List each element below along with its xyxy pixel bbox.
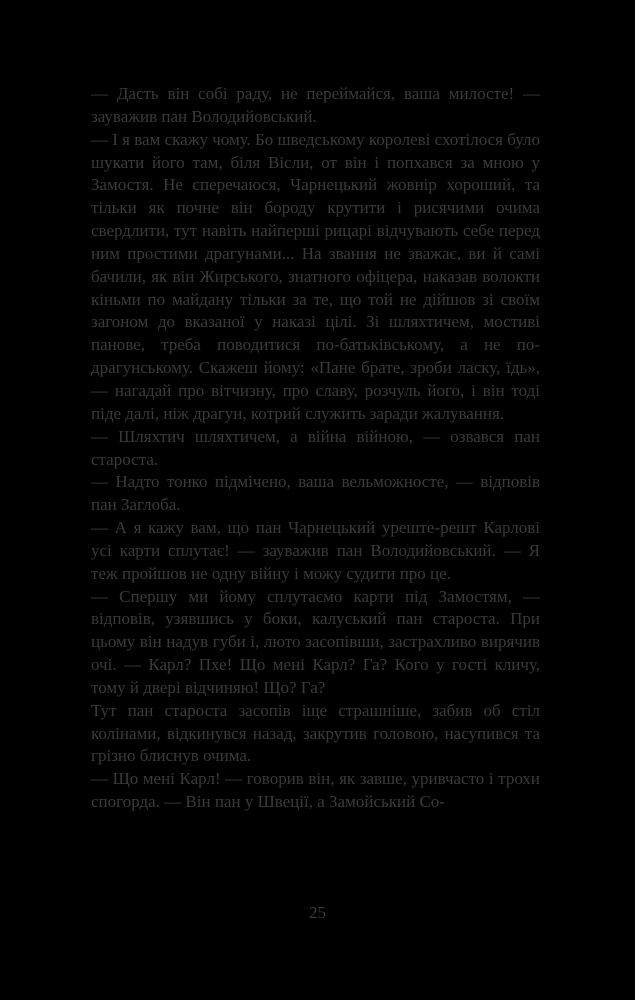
- paragraph: — А я кажу вам, що пан Чарнецький уреште-решт Карлові усі карти сплутає! — зауважив пан Володийовський. — Я теж пройшов не одну війну і можу судити про це.: [91, 518, 540, 583]
- paragraph: — Спершу ми йому сплутаємо карти під Замостям, — відповів, узявшись у боки, калуський пан староста. При цьому він надув губи і, люто засопівши, застрахливо вирячив очі. — Карл? Пхе! Що мені Карл? Га? Кого у гості кличу, тому й двері відчиняю! Що? Га?: [91, 586, 540, 697]
- paragraph: — Дасть він собі раду, не переймайся, ваша милосте! — зауважив пан Володийовський.: [91, 84, 540, 126]
- paragraph: — Що мені Карл! — говорив він, як завше, уривчасто і трохи спогорда. — Він пан у Швеції, а Замойський Со-: [91, 769, 540, 812]
- paragraph: — І я вам скажу чому. Бо шведському королеві схотілося було шукати його там, біля Вісли, от він і попхався за мною у Замостя. Не сперечаюся, Чарнецький жовнір хороший, та тільки як почне він бороду крутити і рисячими очима свердлити, тут навіть найперші рицарі відчувають себе перед ним простими драгунами... На звання не зважає, ви й самі бачили, як він Жирського, знатного офіцера, наказав волокти кіньми по майдану тільки за те, що той не дійшов зі своїм загоном до вказаної у наказі цілі. Зі шляхтичем, мостиві панове, треба поводитися по-батьківському, а не по-драгунському. Скажеш йому: «Пане брате, зроби ласку, їдь», — нагадай про вітчизну, про славу, розчуль його, і він тоді піде далі, ніж драгун, котрий служить заради жалування.: [91, 129, 540, 423]
- page-body-text: [91, 83, 540, 814]
- paragraph: Тут пан староста засопів іще страшніше, забив об стіл колінами, відкинувся назад, закрутив головою, насупився та грізно блиснув очима.: [91, 700, 540, 766]
- paragraph: — Шляхтич шляхтичем, а війна війною, — озвався пан староста.: [91, 426, 540, 469]
- paragraph: — Надто тонко підмічено, ваша вельможносте, — відповів пан Заглоба.: [91, 472, 540, 515]
- page-number: 25: [309, 903, 326, 922]
